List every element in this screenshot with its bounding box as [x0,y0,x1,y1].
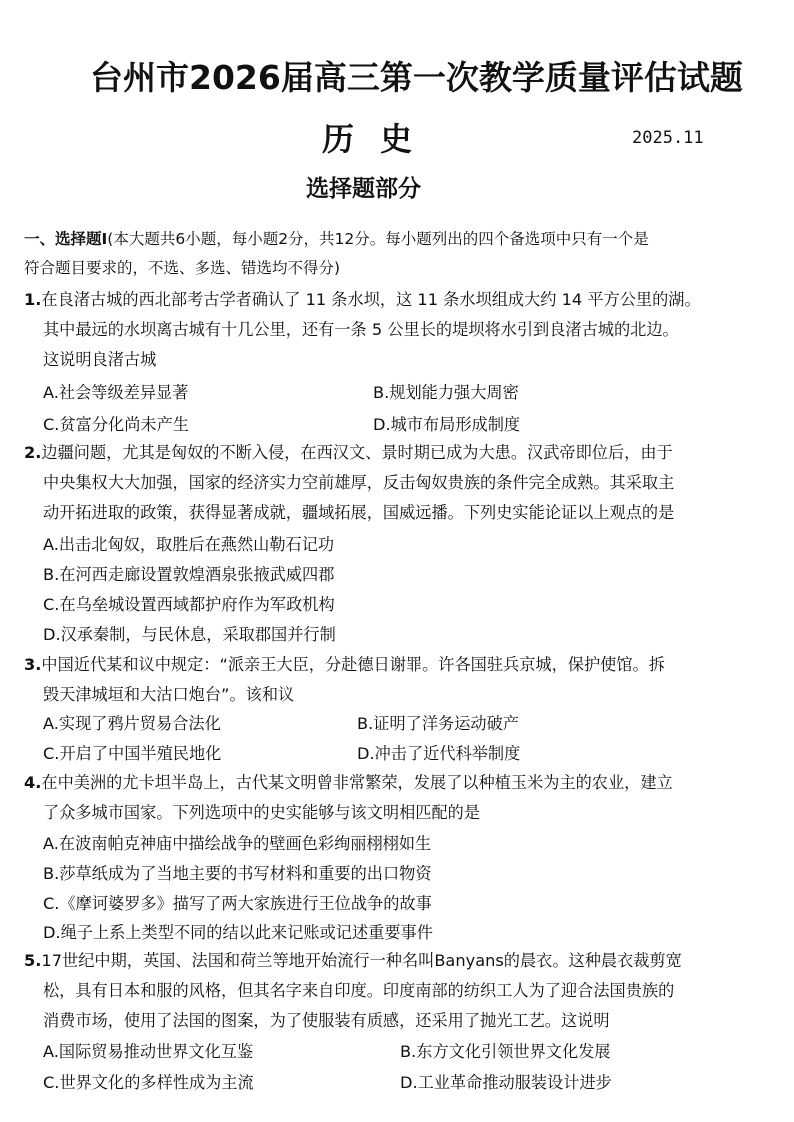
option-c: C.《摩诃婆罗多》描写了两大家族进行王位战争的故事 [43,894,432,913]
option-d: D.冲击了近代科举制度 [357,744,521,763]
option-d: D.汉承秦制，与民休息，采取郡国并行制 [43,625,336,644]
part-heading: 一、选择题Ⅰ [24,230,108,248]
question-stem-line: 中央集权大大加强，国家的经济实力空前雄厚，反击匈奴贵族的条件完全成熟。其采取主 [43,473,675,492]
option-a: A.社会等级差异显著 [43,383,189,402]
exam-date: 2025.11 [632,128,704,148]
subject-title: 历史 [322,120,439,158]
question-number: 1. [24,290,42,309]
question-number: 2. [24,443,42,462]
option-d: D.绳子上系上类型不同的结以此来记账或记述重要事件 [43,923,433,942]
question-stem-line: 松，具有日本和服的风格，但其名字来自印度。印度南部的纺织工人为了迎合法国贵族的 [43,981,675,1000]
question-stem-line: 17世纪中期，英国、法国和荷兰等地开始流行一种名叫Banyans的晨衣。这种晨衣裁剪宽 [41,951,682,970]
option-b: B.在河西走廊设置敦煌酒泉张掖武威四郡 [43,565,335,584]
option-c: C.在乌垒城设置西域都护府作为军政机构 [43,595,335,614]
option-b: B.规划能力强大周密 [373,383,519,402]
option-a: A.国际贸易推动世界文化互鉴 [43,1042,254,1061]
option-c: C.世界文化的多样性成为主流 [43,1073,254,1092]
question-stem-line: 消费市场，使用了法国的图案，为了使服装有质感，还采用了抛光工艺。这说明 [43,1011,610,1030]
part-instructions-text: (本大题共6小题，每小题2分，共12分。每小题列出的四个备选项中只有一个是 [107,230,649,248]
option-b: B.东方文化引领世界文化发展 [400,1042,611,1061]
question-stem-line: 动开拓进取的政策，获得显著成就，疆域拓展，国威远播。下列史实能论证以上观点的是 [43,503,675,522]
question-4 [24,768,714,828]
question-number: 4. [24,773,42,792]
question-number: 3. [24,655,42,674]
exam-title: 台州市2026届高三第一次教学质量评估试题 [90,58,743,97]
option-c: C.贫富分化尚未产生 [43,415,189,434]
question-stem-line: 在中美洲的尤卡坦半岛上，古代某文明曾非常繁荣，发展了以种植玉米为主的农业，建立 [41,773,673,792]
option-d: D.工业革命推动服装设计进步 [400,1073,612,1092]
question-stem-line: 毁天津城垣和大沽口炮台”。该和议 [43,685,295,704]
option-b: B.莎草纸成为了当地主要的书写材料和重要的出口物资 [43,864,432,883]
question-stem-line: 边疆问题，尤其是匈奴的不断入侵，在西汉文、景时期已成为大患。汉武帝即位后，由于 [41,443,673,462]
question-stem-line: 其中最远的水坝离古城有十几公里，还有一条 5 公里长的堤坝将水引到良渚古城的北边。 [43,320,679,339]
question-2 [24,438,714,528]
option-c: C.开启了中国半殖民地化 [43,744,222,763]
question-stem-line: 这说明良渚古城 [43,350,157,369]
option-a: A.实现了鸦片贸易合法化 [43,714,221,733]
option-b: B.证明了洋务运动破产 [357,714,519,733]
part-instructions-cont: 符合题目要求的，不选、多选、错选均不得分) [24,259,341,277]
part-instructions [24,225,744,283]
question-number: 5. [24,951,42,970]
option-a: A.在波南帕克神庙中描绘战争的壁画色彩绚丽栩栩如生 [43,834,432,853]
option-a: A.出击北匈奴，取胜后在燕然山勒石记功 [43,535,335,554]
section-title: 选择题部分 [306,176,421,202]
option-d: D.城市布局形成制度 [373,415,521,434]
question-stem-line: 了众多城市国家。下列选项中的史实能够与该文明相匹配的是 [43,803,481,822]
question-1 [24,285,714,375]
question-3 [24,650,714,710]
question-5 [24,946,714,1036]
question-stem-line: 中国近代某和议中规定：“派亲王大臣，分赴德日谢罪。许各国驻兵京城，保护使馆。拆 [41,655,665,674]
question-stem-line: 在良渚古城的西北部考古学者确认了 11 条水坝，这 11 条水坝组成大约 14 平方公里的湖。 [41,290,701,309]
